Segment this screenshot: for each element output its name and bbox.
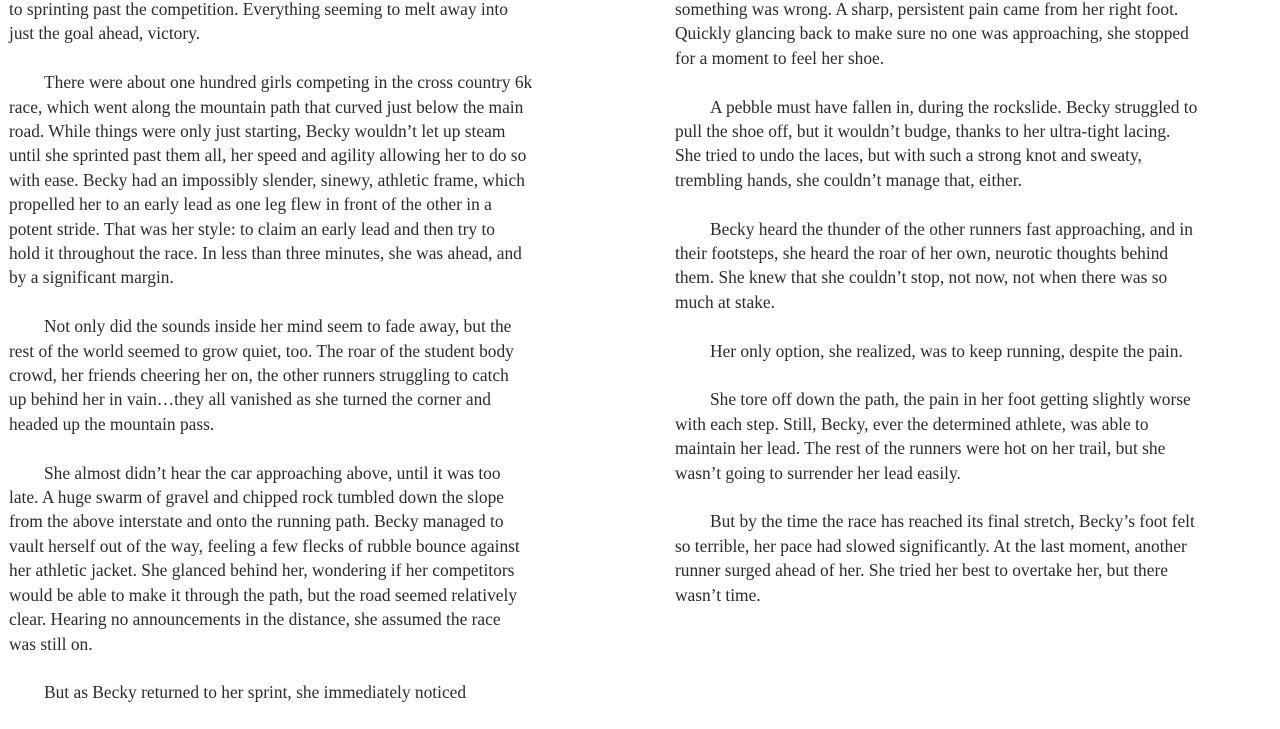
text-paragraph	[9, 70, 599, 290]
text-line: their footsteps, she heard the roar of her own, neurotic thoughts behind	[675, 243, 1169, 264]
text-line: with each step. Still, Becky, ever the determined athlete, was able to	[675, 413, 1149, 434]
text-line: Quickly glancing back to make sure no one was approaching, she stopped	[675, 23, 1189, 44]
text-line: clear. Hearing no announcements in the distance, she assumed the race	[9, 609, 501, 630]
text-line: pull the shoe off, but it wouldn’t budge, thanks to her ultra-tight lacing.	[675, 121, 1171, 142]
text-line: vault herself out of the way, feeling a few flecks of rubble bounce against	[9, 535, 520, 556]
text-line: hold it throughout the race. In less than three minutes, she was ahead, and	[9, 243, 522, 264]
left-text-column	[9, 0, 599, 729]
text-line: with ease. Becky had an impossibly slender, sinewy, athletic frame, which	[9, 169, 525, 190]
text-line: There were about one hundred girls competing in the cross country 6k	[44, 72, 533, 93]
text-line: from the above interstate and onto the running path. Becky managed to	[9, 511, 504, 532]
text-line: much at stake.	[675, 291, 775, 312]
text-line: road. While things were only just starting, Becky wouldn’t let up steam	[9, 121, 506, 142]
text-line: was still on.	[9, 633, 93, 654]
text-line: to sprinting past the competition. Everything seeming to melt away into	[9, 0, 508, 19]
text-line: headed up the mountain pass.	[9, 413, 215, 434]
text-paragraph	[9, 680, 599, 704]
right-text-column	[675, 0, 1265, 631]
text-line: propelled her to an early lead as one leg flew in front of the other in a	[9, 194, 492, 215]
text-line: Her only option, she realized, was to keep running, despite the pain.	[710, 340, 1183, 361]
text-line: so terrible, her pace had slowed significantly. At the last moment, another	[675, 535, 1187, 556]
text-line: race, which went along the mountain path that curved just below the main	[9, 96, 524, 117]
text-line: until she sprinted past them all, her speed and agility allowing her to do so	[9, 145, 527, 166]
text-line: trembling hands, she couldn’t manage that, either.	[675, 169, 1022, 190]
text-line: crowd, her friends cheering her on, the other runners struggling to catch	[9, 365, 509, 386]
text-line: She tried to undo the laces, but with such a strong knot and sweaty,	[675, 145, 1142, 166]
text-paragraph	[675, 387, 1265, 485]
text-line: She tore off down the path, the pain in her foot getting slightly worse	[710, 389, 1191, 410]
text-line: by a significant margin.	[9, 267, 174, 288]
text-line: rest of the world seemed to grow quiet, too. The roar of the student body	[9, 340, 514, 361]
text-line: But as Becky returned to her sprint, she immediately noticed	[44, 682, 467, 703]
text-line: just the goal ahead, victory.	[9, 23, 201, 44]
text-line: Becky heard the thunder of the other runners fast approaching, and in	[710, 218, 1193, 239]
text-paragraph	[9, 461, 599, 656]
text-line: late. A huge swarm of gravel and chipped rock tumbled down the slope	[9, 487, 505, 508]
text-line: would be able to make it through the path, but the road seemed relatively	[9, 584, 518, 605]
text-line: something was wrong. A sharp, persistent pain came from her right foot.	[675, 0, 1179, 19]
text-line: wasn’t going to surrender her lead easily.	[675, 462, 961, 483]
text-line: She almost didn’t hear the car approaching above, until it was too	[44, 462, 501, 483]
text-paragraph	[9, 314, 599, 436]
text-paragraph	[675, 339, 1265, 363]
text-line: A pebble must have fallen in, during the rockslide. Becky struggled to	[710, 96, 1198, 117]
text-line: wasn’t time.	[675, 584, 761, 605]
text-paragraph	[675, 0, 1265, 70]
text-line: Not only did the sounds inside her mind seem to fade away, but the	[44, 316, 512, 337]
text-paragraph	[9, 0, 599, 46]
text-line: runner surged ahead of her. She tried her best to overtake her, but there	[675, 560, 1168, 581]
text-line: potent stride. That was her style: to claim an early lead and then try to	[9, 218, 495, 239]
text-line: up behind her in vain…they all vanished as she turned the corner and	[9, 389, 491, 410]
text-line: them. She knew that she couldn’t stop, not now, not when there was so	[675, 267, 1168, 288]
text-paragraph	[675, 217, 1265, 315]
text-line: But by the time the race has reached its final stretch, Becky’s foot felt	[710, 511, 1195, 532]
text-line: maintain her lead. The rest of the runners were hot on her trail, but she	[675, 438, 1166, 459]
text-line: her athletic jacket. She glanced behind her, wondering if her competitors	[9, 560, 515, 581]
text-line: for a moment to feel her shoe.	[675, 47, 885, 68]
text-paragraph	[675, 509, 1265, 607]
text-paragraph	[675, 95, 1265, 193]
